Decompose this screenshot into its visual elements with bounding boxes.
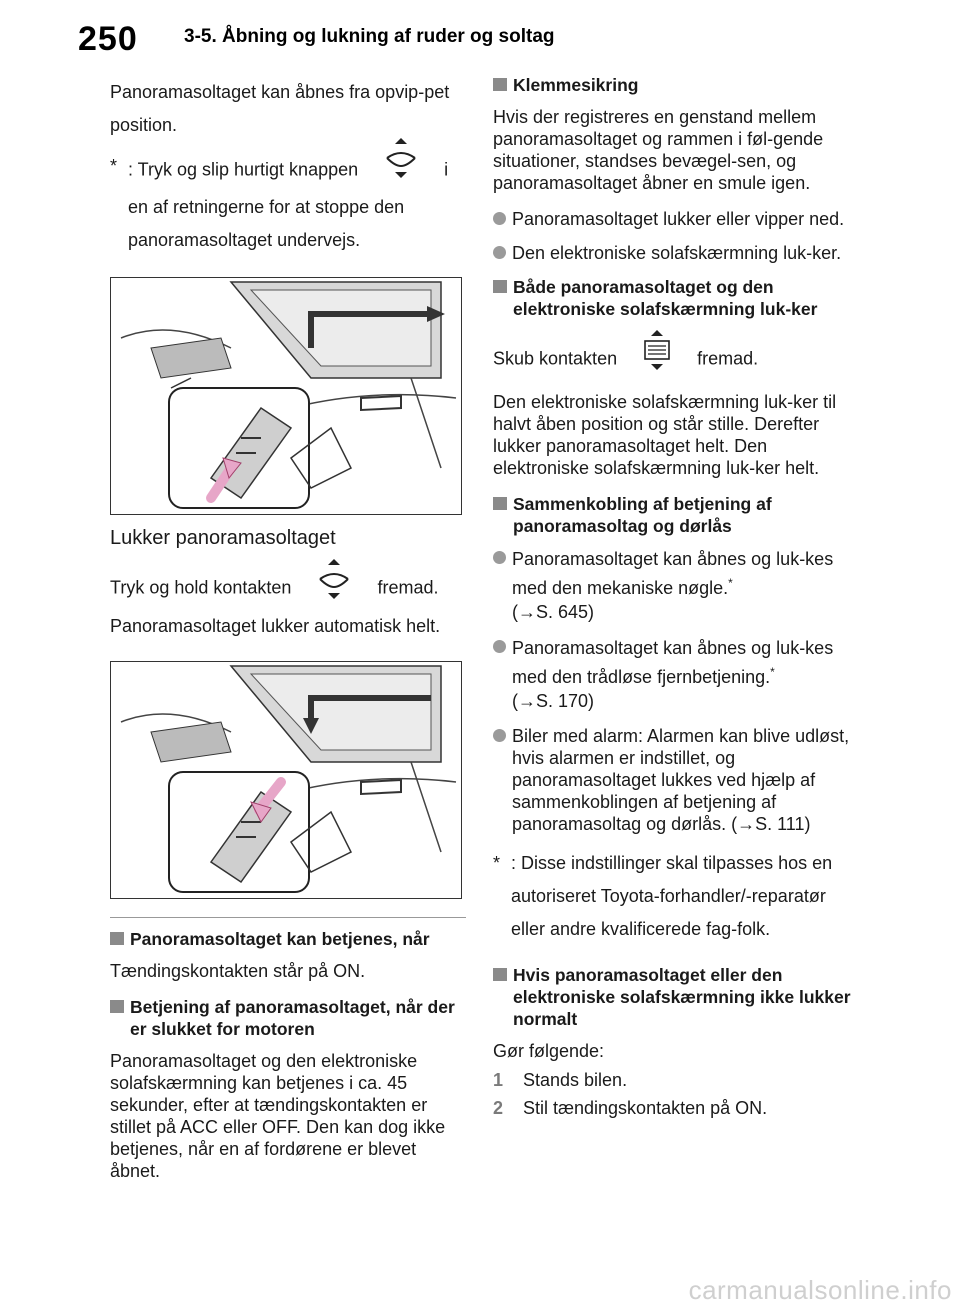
heading-both-close-text: Både panoramasoltaget og den elektroniske solafskærmning luk-ker: [513, 277, 818, 319]
slide-text-b: fremad.: [697, 348, 759, 369]
round-bullet: [493, 246, 506, 259]
tilt-switch-icon: [381, 136, 421, 191]
bullet-shade-closing-text: Den elektroniske solafskærmning luk-ker.: [512, 243, 842, 263]
heading-door-lock-link: [493, 493, 853, 537]
footnote-text-c: en af retningerne for at stoppe den panoramasoltaget undervejs.: [128, 197, 405, 250]
heading-both-close: [493, 276, 853, 320]
illustration-roof-open: [111, 278, 461, 514]
bullet-alarm-text: Biler med alarm: Alarmen kan blive udløst, hvis alarmen er indstillet, og panoramasoltaget lukkes ved hjælp af sammenkoblingen af betjening af panoramasoltag og dørlås. (→S. 111): [512, 726, 850, 834]
page-header: [0, 0, 960, 78]
illustration-roof-close: [111, 662, 461, 898]
figure-close-switch: [110, 661, 462, 899]
step-number: 1: [493, 1070, 504, 1090]
heading-not-closing: [493, 964, 853, 1030]
square-bullet: [493, 78, 507, 91]
bullet-wireless-remote-text: Panoramasoltaget kan åbnes og luk-kes med den trådløse fjernbetjening.: [512, 638, 834, 687]
square-bullet: [110, 1000, 124, 1013]
bullet-shade-closing: [493, 242, 853, 264]
heading-engine-off-text: Betjening af panoramasoltaget, når der er slukket for motoren: [130, 997, 455, 1039]
paragraph-open-from-tilt: Panoramasoltaget kan åbnes fra opvip-pet position.: [110, 82, 450, 135]
bullet-wireless-remote: [493, 636, 853, 713]
press-hold-text-b: fremad.: [377, 577, 439, 598]
footnote-stop: [110, 150, 466, 257]
press-hold-text-a: Tryk og hold kontakten: [110, 577, 292, 598]
bullet-alarm: [493, 725, 853, 835]
footnote-star: *: [493, 853, 501, 873]
page-number: 250: [78, 20, 138, 58]
paragraph-half-open: Den elektroniske solafskærmning luk-ker til halvt åben position og står stille. Derefter lukker panoramasoltaget helt. Den elektroniske solafskærmning luk-ker helt.: [493, 392, 837, 478]
round-bullet: [493, 551, 506, 564]
round-bullet: [493, 640, 506, 653]
heading-not-closing-text: Hvis panoramasoltaget eller den elektroniske solafskærmning ikke lukker normalt: [513, 965, 851, 1029]
footnote-dealer: [493, 847, 853, 946]
round-bullet: [493, 212, 506, 225]
heading-door-lock-link-text: Sammenkobling af betjening af panoramasoltag og dørlås: [513, 494, 772, 536]
paragraph-ignition-on: Tændingskontakten står på ON.: [110, 961, 366, 981]
footnote-text-a: : Tryk og slip hurtigt knappen: [128, 159, 359, 180]
heading-pinch-text: Klemmesikring: [513, 75, 639, 95]
paragraph-do-following: Gør følgende:: [493, 1041, 605, 1061]
watermark: carmanualsonline.info: [688, 1275, 952, 1305]
shade-switch-icon: [640, 328, 674, 377]
heading-engine-off: [110, 996, 466, 1040]
bullet-roof-closing-text: Panoramasoltaget lukker eller vipper ned.: [512, 209, 845, 229]
step-number: 2: [493, 1098, 504, 1118]
footnote-text: [128, 150, 466, 257]
step-item: [493, 1066, 853, 1094]
step-text: Stil tændingskontakten på ON.: [523, 1098, 768, 1118]
square-bullet: [493, 497, 507, 510]
heading-can-operate-text: Panoramasoltaget kan betjenes, når: [130, 929, 430, 949]
paragraph-pinch: Hvis der registreres en genstand mellem panoramasoltaget og rammen i føl-gende situationer, standses bevægel-sen, og panoramasoltaget åbner en smule igen.: [493, 107, 824, 193]
left-column: [110, 70, 466, 1196]
press-hold-line: [110, 571, 466, 606]
heading-can-operate: [110, 928, 466, 950]
chapter-title: 3-5. Åbning og lukning af ruder og soltag: [184, 26, 555, 47]
page-reference-645[interactable]: (→S. 645): [512, 602, 595, 622]
round-bullet: [493, 729, 506, 742]
figure-open-switch: [110, 277, 462, 515]
paragraph-engine-off: Panoramasoltaget og den elektroniske solafskærmning kan betjenes i ca. 45 sekunder, efter at tændingskontakten er stillet på ACC eller OFF. Den kan dog ikke betjenes, når en af fordørene er blevet åbnet.: [110, 1051, 446, 1181]
slide-text-a: Skub kontakten: [493, 348, 618, 369]
bullet-roof-closing: [493, 208, 853, 230]
square-bullet: [493, 968, 507, 981]
footnote-text-b: i: [444, 159, 449, 180]
heading-close-roof: Lukker panoramasoltaget: [110, 527, 336, 549]
square-bullet: [110, 932, 124, 945]
step-item: [493, 1094, 853, 1122]
tilt-switch-icon-2: [314, 557, 354, 606]
footnote-dealer-text: : Disse indstillinger skal tilpasses hos en autoriseret Toyota-forhandler/-reparatør eller andre kvalificerede fag-folk.: [511, 853, 833, 939]
bullet-mechanical-key: [493, 547, 853, 624]
bullet-mechanical-key-content: Panoramasoltaget kan åbnes og luk-kes med den mekaniske nøgle.* (→S. 645): [512, 549, 834, 622]
paragraph-auto-close: Panoramasoltaget lukker automatisk helt.: [110, 616, 441, 636]
bullet-mechanical-key-text: Panoramasoltaget kan åbnes og luk-kes med den mekaniske nøgle.: [512, 549, 834, 598]
step-text: Stands bilen.: [523, 1070, 628, 1090]
right-column: [493, 70, 853, 1122]
divider: [110, 917, 466, 918]
bullet-wireless-remote-content: Panoramasoltaget kan åbnes og luk-kes med den trådløse fjernbetjening.* (→S. 170): [512, 638, 834, 711]
footnote-star: *: [110, 156, 118, 176]
square-bullet: [493, 280, 507, 293]
heading-pinch-protection: [493, 74, 853, 96]
page-reference-170[interactable]: (→S. 170): [512, 691, 595, 711]
slide-switch-line: [493, 342, 853, 377]
